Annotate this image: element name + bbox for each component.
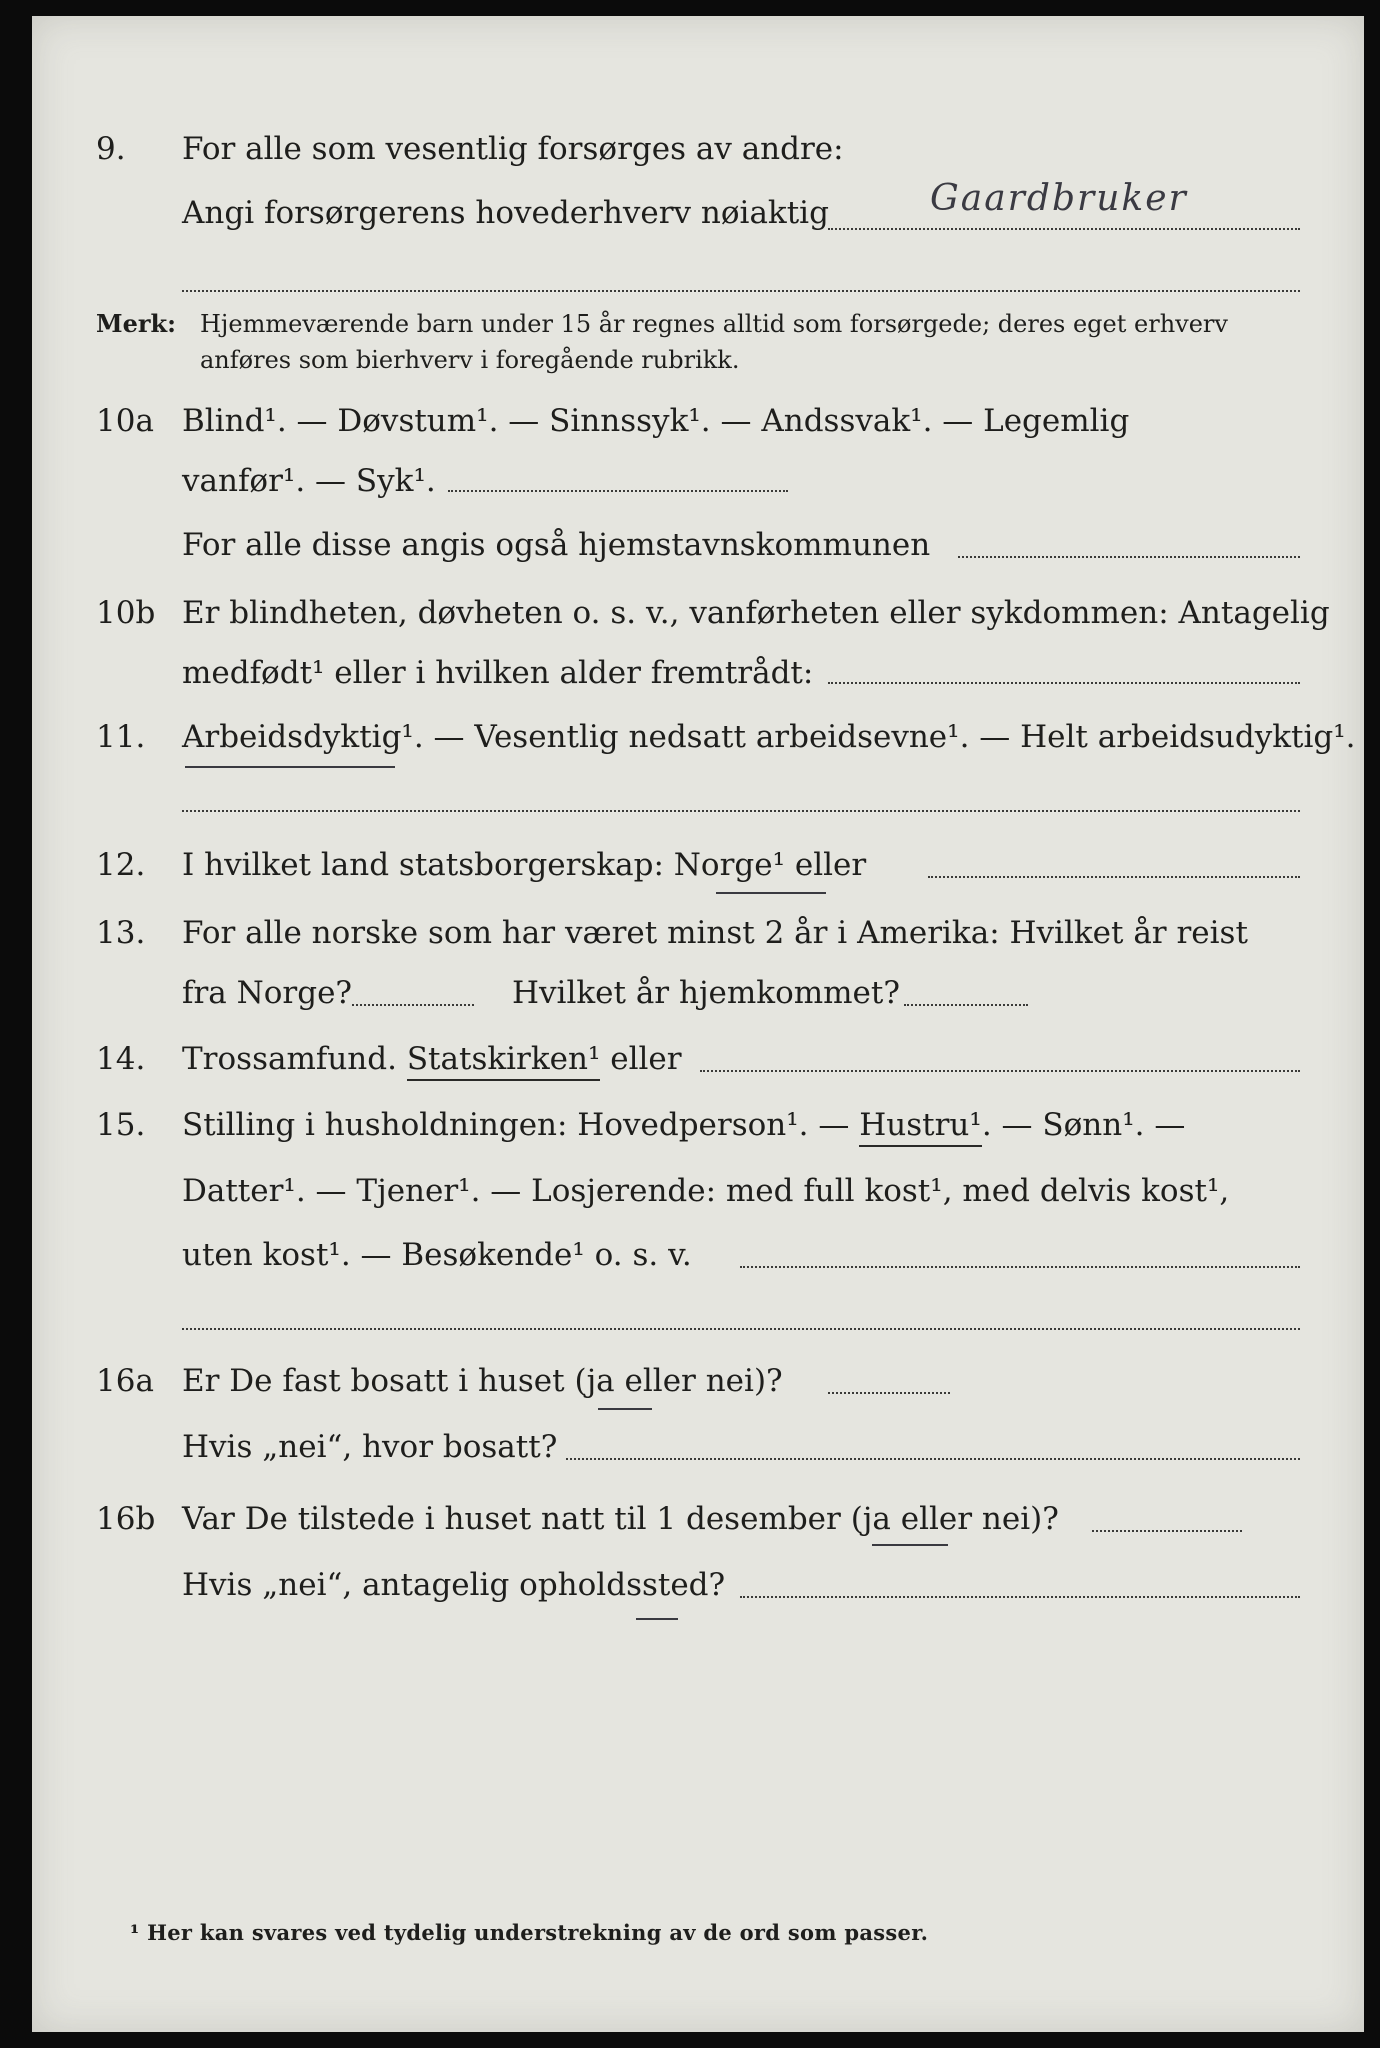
q15-line1 [0, 1096, 1380, 1154]
q14-line [0, 1030, 1380, 1088]
q15-pre: Stilling i husholdningen: Hovedperson¹. — [182, 1107, 860, 1143]
merk-line1 [0, 304, 1380, 344]
q15-post: . — Sønn¹. — [981, 1107, 1186, 1143]
q13-number: 13. [96, 915, 146, 951]
q10b-line2 [0, 644, 1380, 702]
q15-line3 [0, 1226, 1380, 1284]
q14-option-statskirken[interactable]: Statskirken¹ [407, 1041, 601, 1081]
q12-number: 12. [96, 847, 146, 883]
q15-text-2: Datter¹. — Tjener¹. — Losjerende: med full kost¹, med delvis kost¹, [182, 1173, 1230, 1209]
q9-line1 [0, 120, 1380, 178]
q9-extra-line[interactable] [182, 290, 1300, 292]
q14-number: 14. [96, 1041, 146, 1077]
q13-line1 [0, 904, 1380, 962]
q9-answer-line[interactable] [828, 228, 1300, 230]
q16a-text-1 [182, 1352, 783, 1410]
q13-reist-line[interactable] [352, 1004, 474, 1006]
q16a-post: eller nei)? [614, 1363, 783, 1399]
q11-answer-line[interactable] [182, 810, 1300, 812]
q10a-syk-line[interactable] [448, 490, 788, 492]
q12-line [0, 836, 1380, 894]
q16a-text-2: Hvis „nei“, hvor bosatt? [182, 1429, 558, 1465]
q15-option-hustru[interactable]: Hustru¹ [859, 1107, 982, 1147]
q15-line2 [0, 1162, 1380, 1220]
q13-text-1: For alle norske som har været minst 2 år i Amerika: Hvilket år reist [182, 915, 1248, 951]
q16a-option-ja[interactable]: (ja [574, 1363, 615, 1399]
q13-text-2a: fra Norge? [182, 975, 353, 1011]
q10a-text-2: vanfør¹. — Syk¹. [182, 463, 436, 499]
q16b-sted-line[interactable] [740, 1596, 1300, 1598]
q11-text [182, 708, 1356, 766]
q12-answer-line[interactable] [928, 876, 1300, 878]
q14-answer-line[interactable] [700, 1070, 1300, 1072]
q10a-text-3: For alle disse angis også hjemstavnskommunen [182, 527, 931, 563]
q16b-number: 16b [96, 1501, 156, 1537]
merk-label: Merk: [96, 309, 176, 338]
q11-line [0, 708, 1380, 766]
merk-text-2: anføres som bierhverv i foregående rubrikk. [200, 346, 740, 374]
q13-hjem-line[interactable] [904, 1004, 1028, 1006]
q10b-number: 10b [96, 595, 156, 631]
q16a-line1 [0, 1352, 1380, 1410]
q15-text-3: uten kost¹. — Besøkende¹ o. s. v. [182, 1237, 692, 1273]
q16a-number: 16a [96, 1363, 154, 1399]
q15-answer-line[interactable] [740, 1266, 1300, 1268]
q10a-line1 [0, 392, 1380, 450]
q10b-text-1: Er blindheten, døvheten o. s. v., vanførheten eller sykdommen: Antagelig [182, 595, 1330, 631]
q12-pre: I hvilket land statsborgerskap: [182, 847, 674, 883]
q10a-text-1: Blind¹. — Døvstum¹. — Sinnssyk¹. — Andssvak¹. — Legemlig [182, 403, 1130, 439]
q15-text-1 [182, 1096, 1185, 1154]
q10a-line3 [0, 516, 1380, 574]
q11-underline-mark [185, 766, 395, 768]
q16a-underline-mark [598, 1408, 652, 1410]
q16b-answer-line[interactable] [1092, 1530, 1242, 1532]
q16b-text-2: Hvis „nei“, antagelig opholdssted? [182, 1567, 726, 1603]
q9-handwritten-answer: Gaardbruker [930, 178, 1188, 219]
q11-number: 11. [96, 719, 146, 755]
q15-number: 15. [96, 1107, 146, 1143]
q14-text [182, 1030, 682, 1088]
q16a-bosatt-line[interactable] [566, 1458, 1300, 1460]
q14-pre: Trossamfund. [182, 1041, 407, 1077]
q13-text-2b: Hvilket år hjemkommet? [512, 975, 900, 1011]
merk-line2 [0, 340, 1380, 380]
q11-underlined-option[interactable]: Arbeidsdyktig¹. [182, 719, 424, 755]
q10a-line2 [0, 452, 1380, 510]
q10a-kommune-line[interactable] [958, 556, 1300, 558]
footnote: ¹ Her kan svares ved tydelig understrekning av de ord som passer. [130, 1920, 929, 1945]
q14-post: eller [600, 1041, 682, 1077]
q12-text [182, 836, 866, 894]
q16a-answer-line[interactable] [828, 1392, 950, 1394]
q13-line2 [0, 964, 1380, 1022]
q12-post: eller [785, 847, 867, 883]
q16b-line2 [0, 1556, 1380, 1614]
q10a-number: 10a [96, 403, 154, 439]
q9-text-1: For alle som vesentlig forsørges av andre: [182, 131, 844, 167]
q10b-text-2: medfødt¹ eller i hvilken alder fremtrådt: [182, 655, 814, 691]
q16b-dash-mark [636, 1618, 678, 1620]
q16a-pre: Er De fast bosatt i huset [182, 1363, 575, 1399]
q12-underline-mark [716, 892, 826, 894]
q16a-line2 [0, 1418, 1380, 1476]
q9-number: 9. [96, 131, 126, 167]
q9-text-2: Angi forsørgerens hovederhverv nøiaktig [182, 195, 829, 231]
q16b-underline-mark [872, 1544, 948, 1546]
q10b-line1 [0, 584, 1380, 642]
q10b-alder-line[interactable] [828, 682, 1300, 684]
q11-rest: — Vesentlig nedsatt arbeidsevne¹. — Helt arbeidsudyktig¹. [423, 719, 1356, 755]
q16b-text-1: Var De tilstede i huset natt til 1 desember (ja eller nei)? [182, 1501, 1059, 1537]
q16b-line1 [0, 1490, 1380, 1548]
merk-text-1: Hjemmeværende barn under 15 år regnes alltid som forsørgede; deres eget erhverv [200, 310, 1228, 338]
q15-extra-line[interactable] [182, 1328, 1300, 1330]
q12-option-norge[interactable]: Norge¹ [673, 847, 786, 883]
